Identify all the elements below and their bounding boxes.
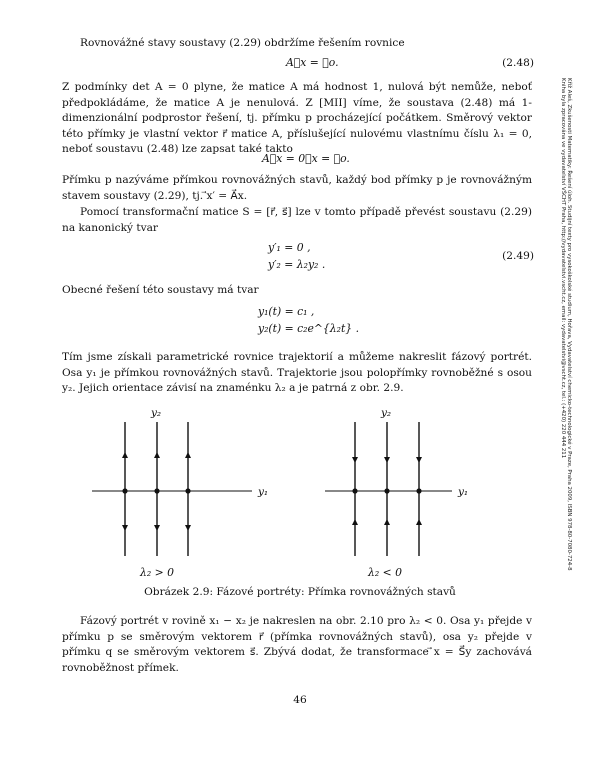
figure-caption: Obrázek 2.9: Fázové portréty: Přímka rovnovážných stavů [144,586,456,598]
equation-number-2-48: (2.48) [502,57,534,69]
solution-line1: y₁(t) = c₁ , [258,305,315,318]
left-y2-label: y₂ [151,407,162,419]
paragraph-transformace: Pomocí transformační matice S = [r⃗, s⃗] lze v tomto případě převést soustavu (2.29) na kanonický tvar [62,206,532,234]
phase-portrait-figure [0,400,600,580]
equation-null-eigen: A⃗x = 0⃗x = ⃗o. [262,152,350,165]
solution-line2: y₂(t) = c₂e^{λ₂t} . [258,322,360,335]
left-y1-label: y₁ [258,486,269,498]
side-notice-line1: Kříž Aleš, Zkušenosti Matematiky: Řešení úloh. Studijní texty pro vysokoškolské studium, Hořava, Vydavatelství chemicko-technologické v Praze, Praha 2009, ISBN 978-80-7080-724-8 [566,78,572,571]
right-y2-label: y₂ [381,407,392,419]
paragraph-fazovy-portret: Tím jsme získali parametrické rovnice trajektorií a můžeme nakreslit fázový portrét. Osa y₁ je přímkou rovnovážných stavů. Trajektorie jsou polopřímky rovnoběžné s osou y₂. Jejich orientace závisí na znaménku λ₂ a je patrná z obr. 2.9. [62,351,532,395]
equation-2-48: A⃗x = ⃗o. [286,56,339,69]
side-copyright-notice [560,78,572,718]
paragraph-obr-2-10: Fázový portrét v rovině x₁ − x₂ je nakreslen na obr. 2.10 pro λ₂ < 0. Osa y₁ přejde v přímku p se směrovým vektorem r⃗ (přímka rovnovážných stavů), osa y₂ přejde v přímku q se směrovým vektorem s⃗. Zbývá dodat, že transformace ⃗x = S⃗y zachovává rovnoběžnost přímek. [62,615,532,674]
paragraph-primka: Přímku p nazýváme přímkou rovnovážných stavů, každý bod přímky p je rovnovážným stavem soustavy (2.29), tj. ⃗x′ = A⃗x. [62,174,532,202]
portrait-lambda-negative [325,407,468,556]
page-number: 46 [293,694,307,706]
intro-text: Rovnovážné stavy soustavy (2.29) obdržíme řešením rovnice [80,37,405,49]
paragraph-nenulova: Z podmínky det A = 0 plyne, že matice A má hodnost 1, nulová být nemůže, neboť předpokládáme, že matice A je nenulová. Z [MII] víme, že soustava (2.48) má 1-dimenzionální podprostor řešení, tj. přímku p procházející počátkem. Směrový vektor této přímky je vlastní vektor r⃗ matice A, příslušející nulovému vlastnímu číslu λ₁ = 0, neboť soustavu (2.48) lze zapsat také takto [62,81,532,156]
paragraph-obecne-reseni: Obecné řešení této soustavy má tvar [62,284,259,296]
right-y1-label: y₁ [458,486,469,498]
equation-number-2-49: (2.49) [502,250,534,262]
side-notice-line2: Kniha byla zpracována ve vydavatelství VŠCHT Praha, http://vydavatelstvi.vscht.cz, email: vydavatelstvi@vscht.cz, tel.: (+420) 220 444 211 [560,78,566,459]
portrait-lambda-positive [92,407,268,556]
right-portrait-caption: λ₂ < 0 [368,566,402,579]
left-portrait-caption: λ₂ > 0 [140,566,174,579]
equation-2-49-line1: y′₁ = 0 , [268,241,311,254]
equation-2-49-line2: y′₂ = λ₂y₂ . [268,258,326,271]
